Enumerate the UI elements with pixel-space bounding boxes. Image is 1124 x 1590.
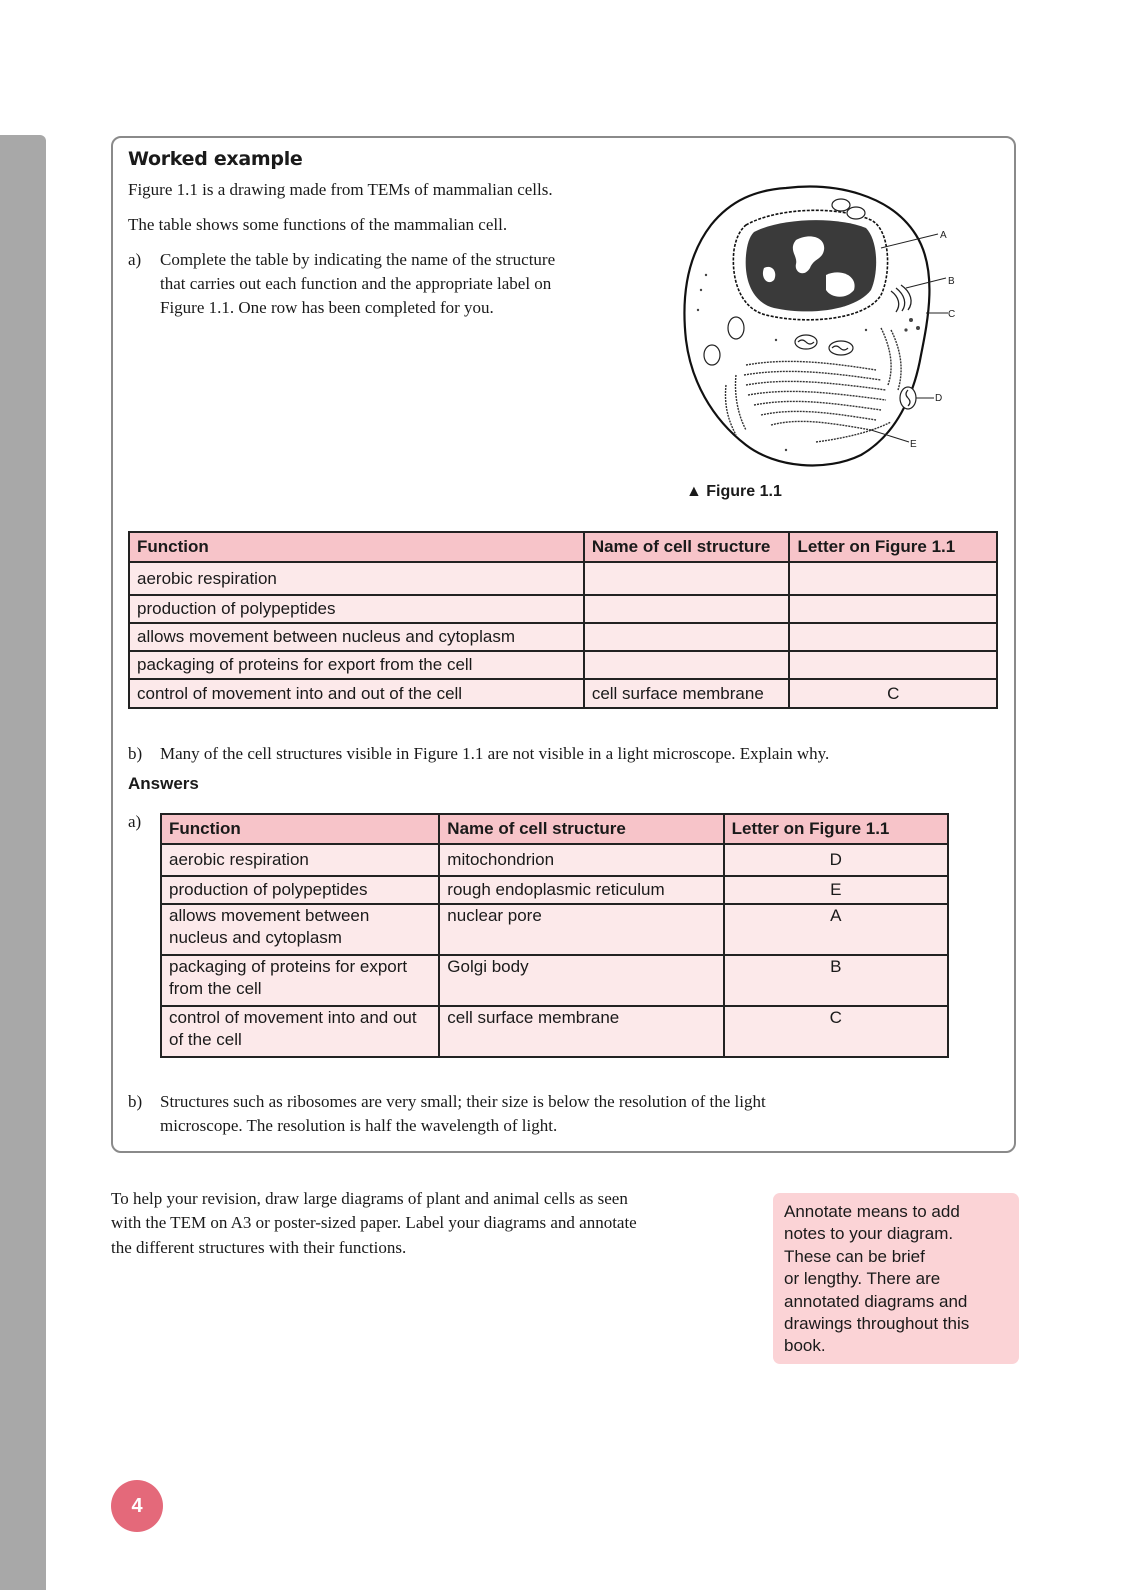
note-line: annotated diagrams and bbox=[784, 1291, 968, 1311]
table-row bbox=[161, 876, 948, 904]
revision-tip-line-2: with the TEM on A3 or poster-sized paper. Label your diagrams and annotate bbox=[111, 1213, 637, 1232]
worked-example-title: Worked example bbox=[128, 148, 303, 170]
function-cell: production of polypeptides bbox=[129, 595, 584, 623]
answer-b-label: b) bbox=[128, 1092, 143, 1111]
header-structure-name: Name of cell structure bbox=[584, 532, 790, 562]
letter-cell: C bbox=[789, 679, 997, 708]
table-header-row bbox=[129, 532, 997, 562]
question-table bbox=[128, 531, 998, 709]
figure-label-c: C bbox=[948, 309, 956, 320]
structure-cell: cell surface membrane bbox=[584, 679, 790, 708]
answer-a-label: a) bbox=[128, 812, 142, 831]
table-row bbox=[129, 562, 997, 595]
header-letter: Letter on Figure 1.1 bbox=[789, 532, 997, 562]
function-cell: packaging of proteins for export from the cell bbox=[161, 955, 439, 1006]
figure-label-a: A bbox=[940, 230, 947, 241]
letter-answer-cell[interactable] bbox=[789, 623, 997, 651]
function-cell: packaging of proteins for export from the cell bbox=[129, 651, 584, 679]
note-line: These can be brief bbox=[784, 1246, 925, 1266]
table-row bbox=[129, 679, 997, 708]
function-cell: control of movement into and out of the cell bbox=[161, 1006, 439, 1057]
answer-b-text-line-2: microscope. The resolution is half the wavelength of light. bbox=[160, 1116, 558, 1135]
figure-label-e: E bbox=[910, 439, 917, 450]
table-row bbox=[129, 623, 997, 651]
function-cell: aerobic respiration bbox=[161, 844, 439, 876]
table-row bbox=[129, 595, 997, 623]
letter-cell: B bbox=[724, 955, 948, 1006]
letter-cell: E bbox=[724, 876, 948, 904]
revision-tip-line-1: To help your revision, draw large diagrams of plant and animal cells as seen bbox=[111, 1189, 628, 1208]
table-row bbox=[161, 844, 948, 876]
table-header-row bbox=[161, 814, 948, 844]
structure-answer-cell[interactable] bbox=[584, 595, 790, 623]
figure-label-d: D bbox=[935, 393, 943, 404]
function-cell: aerobic respiration bbox=[129, 562, 584, 595]
structure-answer-cell[interactable] bbox=[584, 562, 790, 595]
table-row bbox=[161, 955, 948, 1006]
part-a-text-line-1: Complete the table by indicating the name of the structure bbox=[160, 250, 556, 269]
table-row bbox=[161, 1006, 948, 1057]
structure-answer-cell[interactable] bbox=[584, 623, 790, 651]
part-a-label: a) bbox=[128, 250, 142, 269]
page-side-bar bbox=[0, 135, 46, 1590]
answers-title: Answers bbox=[128, 774, 199, 793]
figure-label-b: B bbox=[948, 276, 955, 287]
part-b-label: b) bbox=[128, 744, 143, 763]
answer-table bbox=[160, 813, 949, 1058]
letter-answer-cell[interactable] bbox=[789, 562, 997, 595]
part-a-text-line-3: Figure 1.1. One row has been completed for you. bbox=[160, 298, 494, 317]
structure-answer-cell[interactable] bbox=[584, 651, 790, 679]
letter-cell: C bbox=[724, 1006, 948, 1057]
header-structure-name: Name of cell structure bbox=[439, 814, 723, 844]
function-cell: control of movement into and out of the cell bbox=[129, 679, 584, 708]
revision-tip-line-3: the different structures with their functions. bbox=[111, 1238, 407, 1257]
table-row bbox=[161, 904, 948, 955]
part-b-text: Many of the cell structures visible in Figure 1.1 are not visible in a light microscope. Explain why. bbox=[160, 744, 830, 763]
intro-text-1: Figure 1.1 is a drawing made from TEMs of mammalian cells. bbox=[128, 180, 553, 199]
structure-cell: rough endoplasmic reticulum bbox=[439, 876, 723, 904]
note-line: or lengthy. There are bbox=[784, 1269, 941, 1289]
figure-caption: ▲ Figure 1.1 bbox=[686, 483, 782, 500]
function-cell: allows movement between nucleus and cytoplasm bbox=[161, 904, 439, 955]
table-row bbox=[129, 651, 997, 679]
letter-answer-cell[interactable] bbox=[789, 595, 997, 623]
function-cell: production of polypeptides bbox=[161, 876, 439, 904]
letter-answer-cell[interactable] bbox=[789, 651, 997, 679]
note-line: book. bbox=[784, 1336, 826, 1356]
structure-cell: Golgi body bbox=[439, 955, 723, 1006]
structure-cell: cell surface membrane bbox=[439, 1006, 723, 1057]
header-function: Function bbox=[129, 532, 584, 562]
header-function: Function bbox=[161, 814, 439, 844]
structure-cell: mitochondrion bbox=[439, 844, 723, 876]
header-letter: Letter on Figure 1.1 bbox=[724, 814, 948, 844]
note-line: Annotate means to add bbox=[784, 1202, 960, 1221]
letter-cell: A bbox=[724, 904, 948, 955]
structure-cell: nuclear pore bbox=[439, 904, 723, 955]
intro-text-2: The table shows some functions of the mammalian cell. bbox=[128, 215, 508, 234]
letter-cell: D bbox=[724, 844, 948, 876]
cell-diagram-figure bbox=[676, 180, 966, 475]
note-line: drawings throughout this bbox=[784, 1314, 970, 1334]
annotate-note-box bbox=[773, 1193, 1019, 1364]
function-cell: allows movement between nucleus and cytoplasm bbox=[129, 623, 584, 651]
part-a-text-line-2: that carries out each function and the appropriate label on bbox=[160, 274, 552, 293]
answer-b-text-line-1: Structures such as ribosomes are very small; their size is below the resolution of the light bbox=[160, 1092, 766, 1111]
page-number-badge: 4 bbox=[111, 1480, 163, 1532]
note-line: notes to your diagram. bbox=[784, 1224, 954, 1244]
